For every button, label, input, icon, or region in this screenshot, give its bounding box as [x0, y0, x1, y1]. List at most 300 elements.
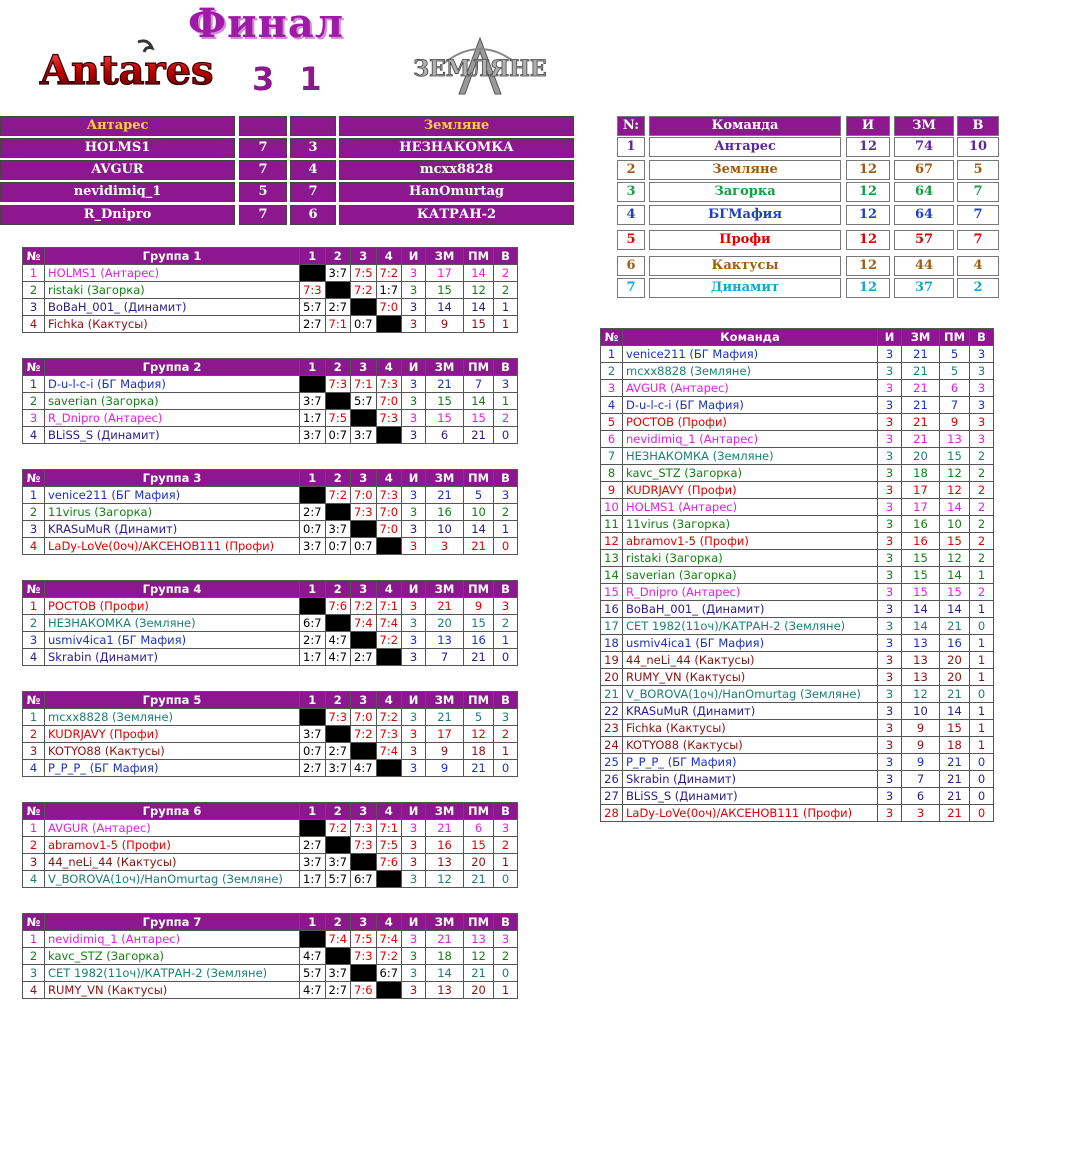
- table-row: [601, 533, 994, 550]
- match-result: 7:4: [351, 615, 377, 632]
- standings-header: Команда: [649, 116, 841, 136]
- player-name: HOLMS1 (Антарес): [45, 265, 300, 282]
- stat-zm: 16: [902, 516, 940, 533]
- match-result: 7:0: [351, 709, 377, 726]
- table-row: [601, 448, 994, 465]
- stat-i: 3: [402, 965, 426, 982]
- standings-cell: Кактусы: [649, 256, 841, 276]
- match-result: 7:0: [376, 504, 402, 521]
- table-row: [601, 771, 994, 788]
- match-result: 5:7: [325, 871, 351, 888]
- stat-v: 3: [970, 363, 994, 380]
- table-row: [23, 871, 518, 888]
- stat-pm: 6: [940, 380, 970, 397]
- match-result: 7:1: [376, 598, 402, 615]
- standings-header: N:: [617, 116, 645, 136]
- match-result: 3:7: [300, 854, 326, 871]
- stat-v: 3: [970, 346, 994, 363]
- stat-pm: 12: [940, 465, 970, 482]
- player-name: R_Dnipro (Антарес): [623, 584, 878, 601]
- overall-ranking-table: [600, 328, 994, 822]
- match-result: 4:7: [351, 760, 377, 777]
- match-result: 7:3: [351, 504, 377, 521]
- stat-v: 1: [494, 393, 518, 410]
- group-header-cell: 4: [376, 470, 402, 487]
- match-result: 7:6: [325, 598, 351, 615]
- stat-i: 3: [402, 410, 426, 427]
- stat-v: 2: [970, 499, 994, 516]
- row-number: 7: [601, 448, 623, 465]
- stat-zm: 9: [902, 754, 940, 771]
- overall-header-cell: ЗМ: [902, 329, 940, 346]
- table-row: [601, 703, 994, 720]
- match-result: 7:2: [376, 709, 402, 726]
- match-result: 3:7: [325, 854, 351, 871]
- group-header-cell: ЗМ: [426, 803, 464, 820]
- stat-v: 3: [970, 380, 994, 397]
- match-result: 7:3: [376, 410, 402, 427]
- overall-header-cell: И: [878, 329, 902, 346]
- table-row: [601, 550, 994, 567]
- stat-i: 3: [878, 737, 902, 754]
- group-header-cell: И: [402, 248, 426, 265]
- stat-i: 3: [878, 669, 902, 686]
- final-score-left: 7: [239, 160, 287, 180]
- player-name: HOLMS1 (Антарес): [623, 499, 878, 516]
- stat-pm: 14: [464, 265, 494, 282]
- player-name: CET 1982(11оч)/КАТРАН-2 (Земляне): [623, 618, 878, 635]
- table-row: [23, 316, 518, 333]
- table-row: [601, 669, 994, 686]
- group-header-cell: Группа 7: [45, 914, 300, 931]
- group-table: [22, 247, 518, 333]
- stat-i: 3: [878, 754, 902, 771]
- row-number: 1: [23, 820, 45, 837]
- group-header-cell: 3: [351, 692, 377, 709]
- table-row: [601, 754, 994, 771]
- match-result: 7:2: [351, 598, 377, 615]
- group-header-cell: И: [402, 581, 426, 598]
- match-result: [325, 393, 351, 410]
- standings-cell: 67: [894, 160, 954, 180]
- standings-cell: 1: [617, 137, 645, 157]
- player-name: BoBaH_001_ (Динамит): [45, 299, 300, 316]
- match-result: 0:7: [300, 521, 326, 538]
- group-header-cell: №: [23, 248, 45, 265]
- match-result: 3:7: [325, 521, 351, 538]
- group-header-cell: ЗМ: [426, 581, 464, 598]
- stat-v: 1: [970, 652, 994, 669]
- row-number: 2: [23, 837, 45, 854]
- stat-zm: 14: [426, 299, 464, 316]
- stat-i: 3: [402, 393, 426, 410]
- stat-i: 3: [878, 805, 902, 822]
- match-result: 0:7: [351, 538, 377, 555]
- row-number: 4: [601, 397, 623, 414]
- row-number: 4: [23, 316, 45, 333]
- row-number: 1: [23, 598, 45, 615]
- match-result: [376, 982, 402, 999]
- standings-cell: 7: [957, 230, 999, 250]
- match-result: 1:7: [300, 871, 326, 888]
- row-number: 19: [601, 652, 623, 669]
- overall-header-cell: ПМ: [940, 329, 970, 346]
- table-row: [23, 948, 518, 965]
- match-result: [376, 649, 402, 666]
- match-result: 7:5: [351, 931, 377, 948]
- stat-pm: 14: [940, 567, 970, 584]
- group-header-cell: 3: [351, 359, 377, 376]
- group-header-cell: 1: [300, 470, 326, 487]
- table-row: [601, 584, 994, 601]
- row-number: 3: [23, 632, 45, 649]
- match-result: 7:3: [351, 948, 377, 965]
- row-number: 1: [23, 487, 45, 504]
- stat-pm: 9: [940, 414, 970, 431]
- stat-pm: 21: [940, 754, 970, 771]
- match-result: 1:7: [376, 282, 402, 299]
- match-result: 7:2: [325, 487, 351, 504]
- match-result: 7:1: [325, 316, 351, 333]
- match-result: 7:3: [325, 376, 351, 393]
- stat-v: 0: [970, 805, 994, 822]
- row-number: 25: [601, 754, 623, 771]
- match-result: 7:3: [351, 820, 377, 837]
- player-name: nevidimiq_1 (Антарес): [623, 431, 878, 448]
- row-number: 3: [23, 965, 45, 982]
- match-result: 7:3: [376, 726, 402, 743]
- row-number: 28: [601, 805, 623, 822]
- player-name: BLiSS_S (Динамит): [623, 788, 878, 805]
- standings-cell: 3: [617, 182, 645, 202]
- match-result: [325, 615, 351, 632]
- table-row: [23, 393, 518, 410]
- row-number: 1: [23, 931, 45, 948]
- group-header-cell: И: [402, 470, 426, 487]
- match-result: 7:2: [376, 632, 402, 649]
- stat-pm: 10: [464, 504, 494, 521]
- antares-logo: [38, 38, 214, 94]
- player-name: kavc_STZ (Загорка): [623, 465, 878, 482]
- stat-pm: 18: [940, 737, 970, 754]
- stat-pm: 20: [464, 982, 494, 999]
- match-result: 5:7: [300, 965, 326, 982]
- stat-pm: 16: [940, 635, 970, 652]
- stat-zm: 9: [902, 720, 940, 737]
- stat-pm: 16: [464, 632, 494, 649]
- table-row: [601, 363, 994, 380]
- stat-v: 2: [494, 615, 518, 632]
- stat-v: 1: [970, 601, 994, 618]
- match-result: 2:7: [300, 837, 326, 854]
- player-name: РОСТОВ (Профи): [623, 414, 878, 431]
- row-number: 1: [23, 265, 45, 282]
- match-result: 7:2: [376, 948, 402, 965]
- row-number: 17: [601, 618, 623, 635]
- row-number: 2: [23, 948, 45, 965]
- match-result: 3:7: [351, 427, 377, 444]
- stat-zm: 14: [426, 965, 464, 982]
- final-team-left: Антарес: [0, 116, 235, 136]
- match-result: [351, 410, 377, 427]
- stat-zm: 13: [426, 854, 464, 871]
- group-header-cell: ПМ: [464, 359, 494, 376]
- group-header-cell: 1: [300, 359, 326, 376]
- stat-v: 2: [494, 410, 518, 427]
- match-result: 3:7: [325, 760, 351, 777]
- final-player-right: mcxx8828: [339, 160, 574, 180]
- group-header-cell: 1: [300, 914, 326, 931]
- match-result: 7:3: [351, 837, 377, 854]
- group-header-cell: В: [494, 359, 518, 376]
- standings-cell: 7: [957, 205, 999, 225]
- stat-pm: 15: [940, 533, 970, 550]
- stat-pm: 15: [464, 837, 494, 854]
- stat-pm: 13: [464, 931, 494, 948]
- player-name: Skrabin (Динамит): [623, 771, 878, 788]
- overall-header-cell: В: [970, 329, 994, 346]
- stat-v: 2: [494, 837, 518, 854]
- group-header-cell: В: [494, 914, 518, 931]
- row-number: 20: [601, 669, 623, 686]
- row-number: 3: [23, 743, 45, 760]
- table-row: [601, 720, 994, 737]
- stat-v: 1: [494, 743, 518, 760]
- player-name: LaDy-LoVe(0оч)/АКСЕНОВ111 (Профи): [45, 538, 300, 555]
- stat-i: 3: [878, 635, 902, 652]
- group-header-cell: №: [23, 581, 45, 598]
- stat-zm: 21: [426, 820, 464, 837]
- final-score-left: 7: [239, 138, 287, 158]
- stat-zm: 9: [426, 760, 464, 777]
- row-number: 23: [601, 720, 623, 737]
- row-number: 10: [601, 499, 623, 516]
- player-name: ristaki (Загорка): [45, 282, 300, 299]
- stat-i: 3: [878, 720, 902, 737]
- stat-zm: 14: [902, 601, 940, 618]
- table-row: [23, 726, 518, 743]
- stat-v: 0: [970, 686, 994, 703]
- player-name: Skrabin (Динамит): [45, 649, 300, 666]
- match-result: 2:7: [300, 632, 326, 649]
- group-table: [22, 802, 518, 888]
- group-header-cell: 2: [325, 248, 351, 265]
- stat-zm: 20: [902, 448, 940, 465]
- stat-pm: 7: [464, 376, 494, 393]
- stat-pm: 21: [940, 686, 970, 703]
- standings-cell: 64: [894, 182, 954, 202]
- stat-i: 3: [878, 533, 902, 550]
- stat-i: 3: [878, 584, 902, 601]
- match-result: 7:5: [351, 265, 377, 282]
- match-result: [300, 820, 326, 837]
- group-header-cell: №: [23, 914, 45, 931]
- match-result: 7:1: [376, 820, 402, 837]
- stat-zm: 15: [426, 410, 464, 427]
- stat-i: 3: [878, 499, 902, 516]
- stat-zm: 6: [426, 427, 464, 444]
- stat-v: 2: [494, 726, 518, 743]
- row-number: 2: [601, 363, 623, 380]
- stat-zm: 12: [426, 871, 464, 888]
- match-result: [325, 504, 351, 521]
- stat-pm: 21: [464, 760, 494, 777]
- stat-zm: 6: [902, 788, 940, 805]
- group-header-cell: 3: [351, 581, 377, 598]
- stat-zm: 15: [426, 393, 464, 410]
- stat-v: 3: [970, 397, 994, 414]
- final-player-left: AVGUR: [0, 160, 235, 180]
- group-header-cell: И: [402, 914, 426, 931]
- table-row: [601, 346, 994, 363]
- stat-i: 3: [402, 316, 426, 333]
- match-result: 7:6: [351, 982, 377, 999]
- group-header-cell: ЗМ: [426, 692, 464, 709]
- standings-cell: 12: [846, 230, 890, 250]
- stat-v: 2: [970, 465, 994, 482]
- stat-zm: 21: [902, 363, 940, 380]
- group-header-cell: Группа 1: [45, 248, 300, 265]
- table-row: [601, 465, 994, 482]
- player-name: mcxx8828 (Земляне): [623, 363, 878, 380]
- group-header-cell: 4: [376, 581, 402, 598]
- table-row: [601, 618, 994, 635]
- stat-v: 0: [494, 538, 518, 555]
- match-result: 7:4: [376, 743, 402, 760]
- player-name: Fichka (Кактусы): [623, 720, 878, 737]
- match-result: 7:2: [376, 265, 402, 282]
- group-header-cell: №: [23, 359, 45, 376]
- stat-v: 0: [494, 871, 518, 888]
- player-name: CET 1982(11оч)/КАТРАН-2 (Земляне): [45, 965, 300, 982]
- stat-zm: 21: [426, 598, 464, 615]
- final-team-right: Земляне: [339, 116, 574, 136]
- table-row: [601, 482, 994, 499]
- stat-v: 2: [494, 948, 518, 965]
- stat-zm: 3: [902, 805, 940, 822]
- stat-i: 3: [402, 743, 426, 760]
- stat-zm: 13: [902, 652, 940, 669]
- match-result: 7:0: [351, 487, 377, 504]
- stat-zm: 3: [426, 538, 464, 555]
- group-table: [22, 580, 518, 666]
- row-number: 12: [601, 533, 623, 550]
- final-player-left: HOLMS1: [0, 138, 235, 158]
- row-number: 4: [23, 427, 45, 444]
- stat-v: 3: [494, 709, 518, 726]
- group-header-cell: 1: [300, 692, 326, 709]
- row-number: 6: [601, 431, 623, 448]
- table-row: [23, 410, 518, 427]
- stat-i: 3: [402, 871, 426, 888]
- match-result: [300, 709, 326, 726]
- table-row: [23, 709, 518, 726]
- standings-cell: Земляне: [649, 160, 841, 180]
- group-header-cell: 2: [325, 803, 351, 820]
- stat-zm: 17: [426, 726, 464, 743]
- group-header-cell: Группа 5: [45, 692, 300, 709]
- group-header-cell: В: [494, 581, 518, 598]
- player-name: 44_neLi_44 (Кактусы): [623, 652, 878, 669]
- stat-v: 1: [970, 720, 994, 737]
- group-header-cell: 2: [325, 581, 351, 598]
- stat-i: 3: [878, 465, 902, 482]
- player-name: usmiv4ica1 (БГ Мафия): [623, 635, 878, 652]
- player-name: D-u-l-c-i (БГ Мафия): [45, 376, 300, 393]
- stat-pm: 12: [940, 550, 970, 567]
- player-name: KOTYO88 (Кактусы): [45, 743, 300, 760]
- stat-pm: 10: [940, 516, 970, 533]
- match-result: 7:6: [376, 854, 402, 871]
- stat-zm: 15: [426, 282, 464, 299]
- stat-i: 3: [402, 837, 426, 854]
- match-result: [300, 487, 326, 504]
- stat-i: 3: [878, 431, 902, 448]
- standings-cell: 37: [894, 278, 954, 298]
- match-result: 2:7: [300, 504, 326, 521]
- group-header-cell: Группа 6: [45, 803, 300, 820]
- standings-cell: 12: [846, 182, 890, 202]
- standings-cell: Динамит: [649, 278, 841, 298]
- row-number: 1: [23, 376, 45, 393]
- stat-i: 3: [402, 948, 426, 965]
- standings-cell: Загорка: [649, 182, 841, 202]
- group-header-cell: 1: [300, 248, 326, 265]
- table-row: [23, 615, 518, 632]
- table-row: [23, 837, 518, 854]
- stat-pm: 7: [940, 397, 970, 414]
- group-header-cell: Группа 3: [45, 470, 300, 487]
- stat-pm: 21: [940, 805, 970, 822]
- stat-i: 3: [878, 346, 902, 363]
- player-name: V_BOROVA(1оч)/HanOmurtag (Земляне): [45, 871, 300, 888]
- final-score-right: 3: [290, 138, 336, 158]
- match-result: 4:7: [325, 632, 351, 649]
- match-result: 7:0: [376, 521, 402, 538]
- player-name: D-u-l-c-i (БГ Мафия): [623, 397, 878, 414]
- table-row: [23, 299, 518, 316]
- stat-pm: 5: [464, 487, 494, 504]
- stat-v: 0: [970, 771, 994, 788]
- standings-cell: 5: [957, 160, 999, 180]
- final-score-blank: [290, 116, 336, 136]
- table-row: [601, 397, 994, 414]
- player-name: mcxx8828 (Земляне): [45, 709, 300, 726]
- player-name: 11virus (Загорка): [45, 504, 300, 521]
- stat-pm: 14: [940, 703, 970, 720]
- standings-cell: 10: [957, 137, 999, 157]
- stat-i: 3: [878, 601, 902, 618]
- standings-cell: 57: [894, 230, 954, 250]
- table-row: [601, 414, 994, 431]
- stat-zm: 18: [426, 948, 464, 965]
- stat-v: 1: [494, 521, 518, 538]
- player-name: saverian (Загорка): [623, 567, 878, 584]
- stat-v: 1: [494, 632, 518, 649]
- stat-pm: 12: [940, 482, 970, 499]
- group-header-cell: ПМ: [464, 803, 494, 820]
- final-score: 3 1: [252, 60, 322, 98]
- stat-i: 3: [878, 363, 902, 380]
- player-name: BoBaH_001_ (Динамит): [623, 601, 878, 618]
- stat-v: 1: [494, 299, 518, 316]
- stat-i: 3: [402, 726, 426, 743]
- match-result: 7:1: [351, 376, 377, 393]
- svg-text:Antares: Antares: [40, 47, 214, 94]
- stat-v: 3: [970, 414, 994, 431]
- match-result: 7:0: [376, 393, 402, 410]
- stat-zm: 15: [902, 550, 940, 567]
